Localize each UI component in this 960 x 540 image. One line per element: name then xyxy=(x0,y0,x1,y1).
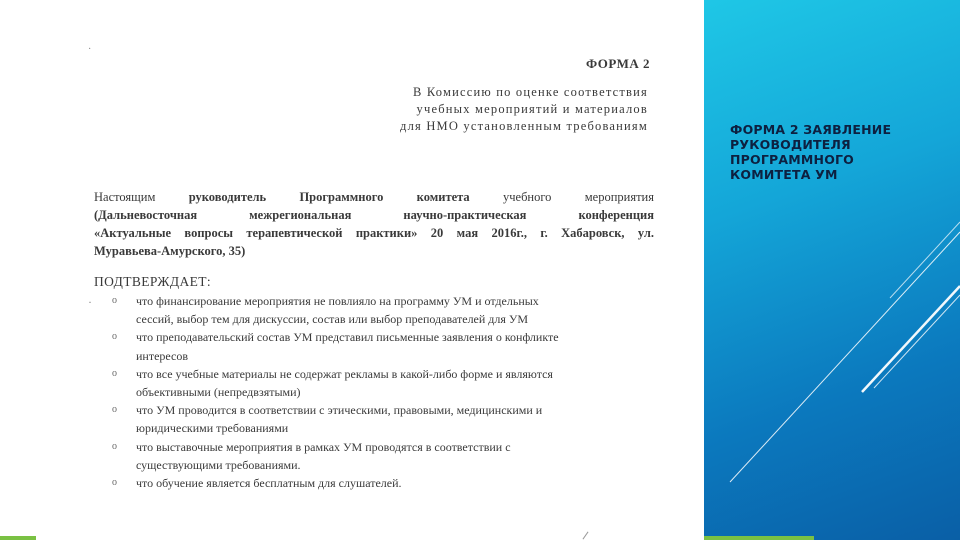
bullet-marker: o xyxy=(112,477,117,489)
list-item-line: юридическими требованиями xyxy=(136,421,289,436)
decor-line xyxy=(890,222,960,298)
bullet-marker: o xyxy=(112,367,117,379)
list-item-line: объективными (непредвзятыми) xyxy=(136,385,301,400)
bullet-marker: o xyxy=(112,295,117,306)
confirm-heading: ПОДТВЕРЖДАЕТ: xyxy=(94,274,212,289)
scan-mark xyxy=(583,532,589,540)
intro-word: (Дальневосточная xyxy=(94,208,198,222)
intro-word: комитета xyxy=(416,190,470,204)
list-item xyxy=(110,438,640,474)
list-item-line: сессий, выбор тем для дискуссии, состав или выбор преподавателей для УМ xyxy=(136,312,529,327)
intro-word: терапевтической xyxy=(246,226,343,240)
intro-line xyxy=(94,188,654,206)
commission-line: учебных мероприятий и материалов xyxy=(416,102,648,116)
commission-line: для НМО установленным требованиям xyxy=(400,119,648,133)
list-item xyxy=(110,401,640,437)
intro-word: 20 xyxy=(430,226,444,240)
intro-word: Муравьева-Амурского, 35) xyxy=(94,244,246,258)
intro-word: Хабаровск, xyxy=(561,226,625,240)
intro-word: мероприятия xyxy=(584,190,654,204)
list-item-line: что финансирование мероприятия не повлияло на программу УМ и отдельных xyxy=(136,294,539,308)
list-item xyxy=(110,292,640,328)
list-item-line: что обучение является бесплатным для слушателей. xyxy=(136,476,402,491)
intro-word: Настоящим xyxy=(94,190,156,204)
scan-speck: · xyxy=(88,295,92,309)
intro-word: мая xyxy=(456,226,479,240)
intro-word: учебного xyxy=(502,190,552,204)
intro-word: межрегиональная xyxy=(249,208,352,222)
bullet-marker: o xyxy=(112,440,117,452)
list-item-line: что выставочные мероприятия в рамках УМ проводятся в соответствии с xyxy=(136,439,511,454)
decor-line xyxy=(874,295,960,388)
title-panel xyxy=(704,0,960,540)
intro-word: вопросы xyxy=(184,226,234,240)
slide-title xyxy=(730,122,950,182)
list-item-line: существующими требованиями. xyxy=(136,457,301,472)
slide-title-line: ФОРМА 2 ЗАЯВЛЕНИЕ xyxy=(730,122,892,137)
slide-title-line: ПРОГРАММНОГО xyxy=(730,152,855,167)
scanned-document xyxy=(80,40,670,530)
scan-speck: · xyxy=(88,44,92,55)
intro-paragraph xyxy=(94,188,654,260)
intro-word: руководитель xyxy=(188,190,267,204)
commission-address xyxy=(308,84,648,135)
decor-line xyxy=(862,286,960,392)
list-item-line: что все учебные материалы не содержат рекламы в какой-либо форме и являются xyxy=(136,366,553,381)
intro-word: конференция xyxy=(578,208,654,222)
list-item-line: интересов xyxy=(136,348,189,363)
decorative-lines xyxy=(704,0,960,540)
intro-word: «Актуальные xyxy=(94,226,172,240)
green-accent-bar xyxy=(0,536,36,540)
slide-title-line: КОМИТЕТА УМ xyxy=(730,167,838,182)
bullet-marker: o xyxy=(112,331,117,343)
intro-word: Программного xyxy=(299,190,384,204)
confirmation-list xyxy=(110,292,640,492)
decor-line xyxy=(730,232,960,482)
intro-word: практики» xyxy=(355,226,418,240)
bullet-marker: o xyxy=(112,404,117,416)
list-item xyxy=(110,474,640,492)
intro-word: ул. xyxy=(637,226,654,240)
green-accent-bar xyxy=(704,536,814,540)
intro-word: научно-практическая xyxy=(403,208,527,222)
intro-word: 2016г., xyxy=(491,226,527,240)
form-label: ФОРМА 2 xyxy=(585,56,650,71)
slide-title-line: РУКОВОДИТЕЛЯ xyxy=(730,137,851,152)
intro-line xyxy=(94,206,654,224)
list-item-line: что преподавательский состав УМ представил письменные заявления о конфликте xyxy=(136,330,559,345)
intro-line xyxy=(94,242,654,260)
intro-word: г. xyxy=(540,226,548,240)
list-item xyxy=(110,328,640,364)
list-item xyxy=(110,365,640,401)
list-item-line: что УМ проводится в соответствии с этическими, правовыми, медицинскими и xyxy=(136,403,543,418)
commission-line: В Комиссию по оценке соответствия xyxy=(412,85,648,99)
intro-line xyxy=(94,224,654,242)
